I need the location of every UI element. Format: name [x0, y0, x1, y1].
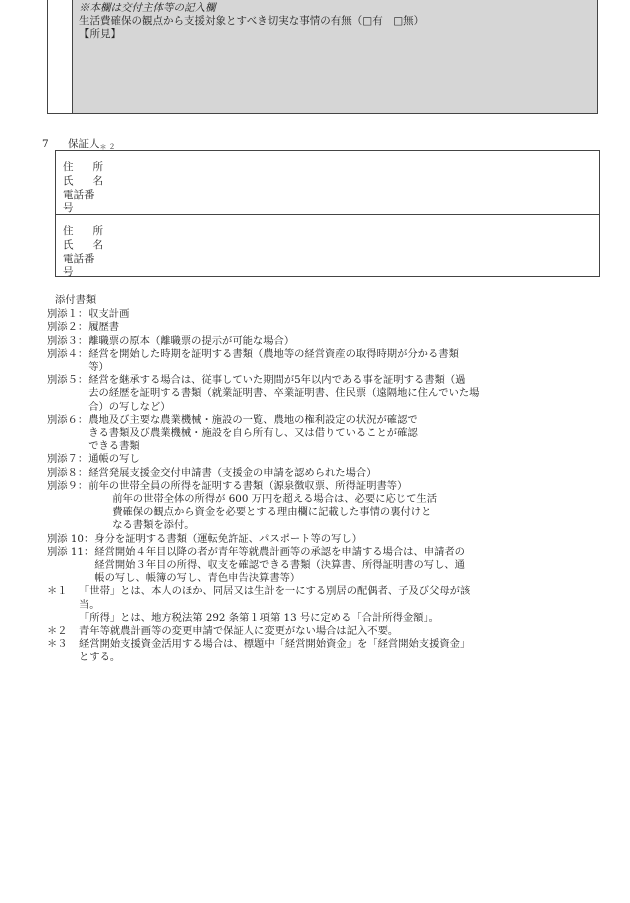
attachment-item	[47, 480, 607, 533]
address-label: 住所	[63, 161, 103, 173]
attachment-text	[88, 321, 607, 334]
attachment-line: 前年の世帯全員の所得を証明する書類（源泉徴収票、所得証明書等）	[88, 479, 408, 492]
footnote-mark: ＊１	[47, 585, 68, 598]
attachment-label: 別添１：	[47, 308, 89, 321]
attachment-text	[88, 335, 607, 348]
name-label: 氏名	[63, 239, 103, 251]
footnote-line: 青年等就農計画等の変更申請で保証人に変更がない場合は記入不要。	[79, 625, 399, 638]
attachment-label: 別添９：	[47, 479, 89, 492]
remarks-opinion: 【所見】	[79, 28, 121, 40]
attachment-item	[47, 348, 607, 374]
attachments-section	[47, 294, 607, 665]
remarks-note: ※本欄は交付主体等の記入欄	[79, 2, 216, 14]
attachment-line: 収支計画	[88, 308, 130, 321]
attachment-line: 去の経歴を証明する書類（就業証明書、卒業証明書、住民票（遠隔地に住んでいた場	[88, 387, 480, 400]
attachment-line: 農地及び主要な農業機械・施設の一覧、農地の権利設定の状況が確認で	[88, 413, 418, 426]
attachment-line: 経営を開始した時期を証明する書類（農地等の経営資産の取得時期が分かる書類	[88, 347, 459, 360]
attachment-item	[47, 533, 607, 546]
attachment-item	[47, 308, 607, 321]
footnote-mark: ＊２	[47, 625, 68, 638]
attachment-line: できる書類	[88, 440, 140, 453]
attachment-item	[47, 321, 607, 334]
attachment-text	[88, 414, 607, 454]
attachment-label: 別添 11：	[47, 545, 95, 558]
attachment-text	[88, 480, 607, 533]
footnote	[47, 585, 607, 625]
guarantor-title: 保証人	[68, 138, 100, 150]
address-row[interactable]	[63, 161, 599, 175]
footnote-text	[79, 638, 607, 664]
guarantor-block-2[interactable]	[56, 214, 599, 277]
attachment-label: 別添３：	[47, 334, 89, 347]
attachment-item	[47, 467, 607, 480]
attachment-label: 別添５：	[47, 374, 89, 387]
attachment-text	[88, 467, 607, 480]
footnote-mark: ＊３	[47, 638, 68, 651]
attachment-line: 離職票の原本（離職票の提示が可能な場合）	[88, 334, 295, 347]
attachment-text	[88, 453, 607, 466]
attachment-line: 通帳の写し	[88, 453, 140, 466]
attachment-line: なる書類を添付。	[112, 519, 195, 532]
footnote-line: 「世帯」とは、本人のほか、同居又は生計を一にする別居の配偶者、子及び父母が該	[79, 585, 471, 598]
attachment-item	[47, 453, 607, 466]
attachments-title: 添付書類	[55, 294, 97, 306]
remarks-gutter	[48, 0, 73, 113]
remarks-box	[47, 0, 598, 114]
address-label: 住所	[63, 225, 103, 237]
footnote-text	[79, 625, 607, 638]
footnote	[47, 625, 607, 638]
attachment-item	[47, 374, 607, 414]
address-row[interactable]	[63, 225, 599, 239]
attachment-line: 前年の世帯全体の所得が 600 万円を超える場合は、必要に応じて生活	[112, 493, 437, 506]
footnote-text	[79, 585, 607, 625]
phone-row[interactable]	[63, 253, 599, 278]
footnote	[47, 638, 607, 664]
attachment-line: 経営開始４年目以降の者が青年等就農計画等の承認を申請する場合は、申請者の	[94, 545, 465, 558]
attachment-line: 費確保の観点から資金を必要とする理由欄に記載した事情の裏付けと	[112, 506, 432, 519]
attachment-text	[88, 374, 607, 414]
name-row[interactable]	[63, 239, 599, 253]
guarantor-block-1[interactable]	[56, 151, 599, 214]
remarks-question: 生活費確保の観点から支援対象とすべき切実な事情の有無（□有 □無）	[79, 15, 425, 27]
attachment-item	[47, 414, 607, 454]
attachment-line: 身分を証明する書類（運転免許証、パスポート等の写し）	[94, 532, 362, 545]
attachment-label: 別添４：	[47, 347, 89, 360]
attachment-text	[88, 308, 607, 321]
attachment-item	[47, 546, 607, 586]
footnote-line: 経営開始支援資金活用する場合は、標題中「経営開始資金」を「経営開始支援資金」	[79, 638, 471, 651]
name-label: 氏名	[63, 175, 103, 187]
attachment-line: 経営開始３年目の所得、収支を確認できる書類（決算書、所得証明書の写し、通	[94, 559, 465, 572]
attachment-text	[94, 533, 607, 546]
guarantor-section-number: 7	[42, 138, 49, 150]
attachment-text	[88, 348, 607, 374]
attachment-line: 履歴書	[88, 321, 120, 334]
attachments-list	[47, 308, 607, 585]
attachment-line: 合）の写しなど）	[88, 400, 171, 413]
remarks-shaded-area	[73, 0, 597, 113]
attachment-line: 等）	[88, 361, 109, 374]
attachment-label: 別添８：	[47, 466, 89, 479]
guarantor-table	[55, 150, 600, 277]
attachment-text	[94, 546, 607, 586]
phone-label: 電話番号	[63, 253, 95, 278]
guarantor-footnote-mark: ＊２	[99, 143, 118, 151]
name-row[interactable]	[63, 175, 599, 189]
attachment-label: 別添２：	[47, 321, 89, 334]
attachment-line: きる書類及び農業機械・施設を自ら所有し、又は借りていることが確認	[88, 427, 418, 440]
attachment-line: 帳の写し、帳簿の写し、青色申告決算書等）	[94, 572, 301, 585]
footnote-line: 「所得」とは、地方税法第 292 条第１項第 13 号に定める「合計所得金額」。	[79, 611, 439, 624]
attachment-item	[47, 335, 607, 348]
footnote-line: とする。	[79, 651, 121, 664]
attachment-line: 経営発展支援金交付申請書（支援金の申請を認められた場合）	[88, 466, 377, 479]
attachment-label: 別添 10：	[47, 532, 95, 545]
phone-row[interactable]	[63, 189, 599, 214]
phone-label: 電話番号	[63, 189, 95, 214]
footnote-line: 当。	[79, 598, 100, 611]
attachment-label: 別添６：	[47, 413, 89, 426]
footnotes-list	[47, 585, 607, 664]
attachment-label: 別添７：	[47, 453, 89, 466]
attachment-line: 経営を継承する場合は、従事していた期間が5年以内である事を証明する書類（過	[88, 374, 466, 387]
